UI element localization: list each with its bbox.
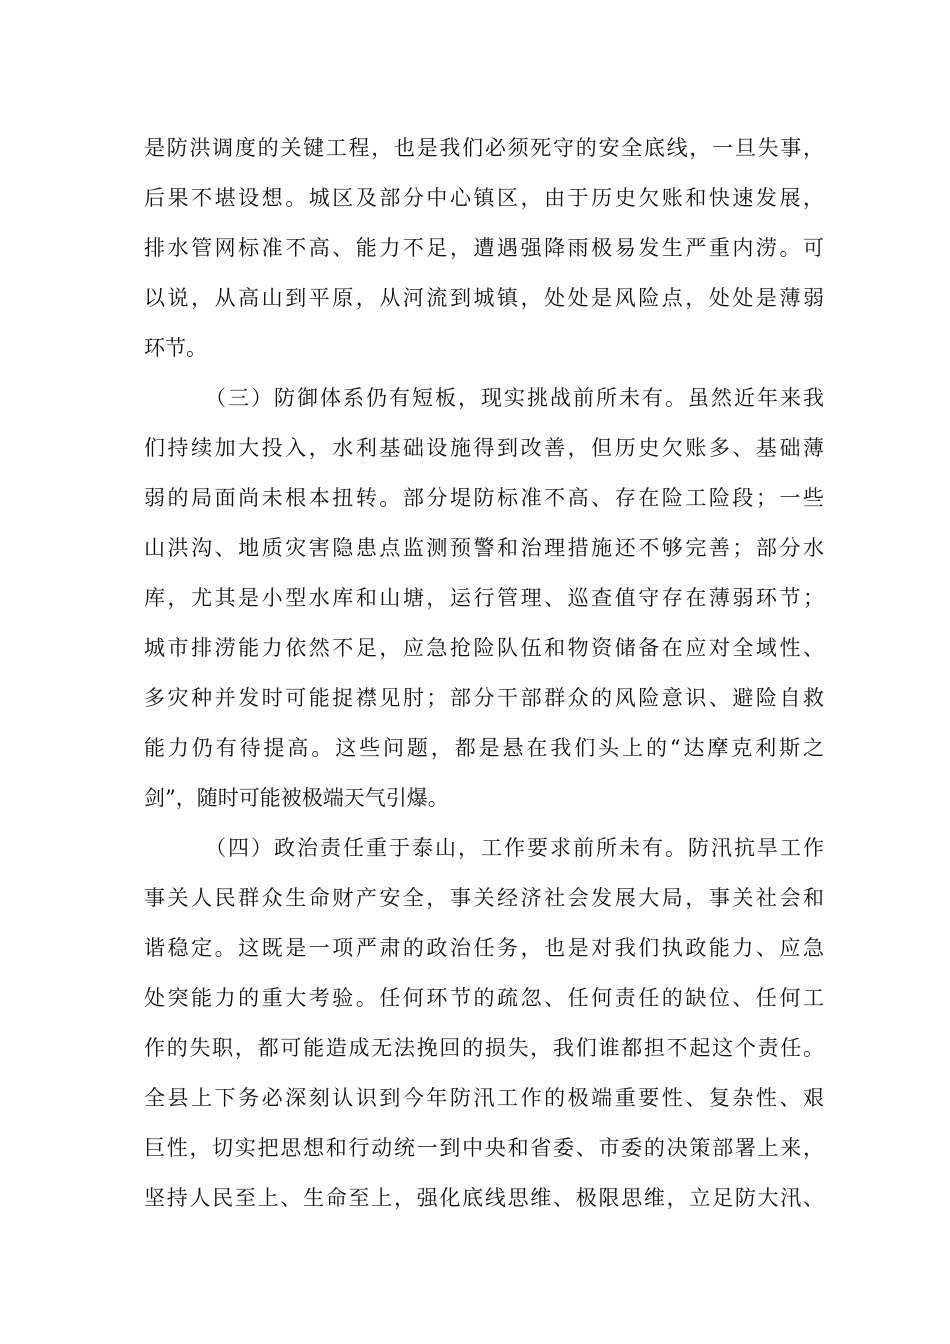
- text-line: 谐稳定。这既是一项严肃的政治任务，也是对我们执政能力、应急: [144, 936, 824, 960]
- text-line: 排水管网标准不高、能力不足，遭遇强降雨极易发生严重内涝。可: [144, 236, 824, 260]
- text-line: 能力仍有待提高。这些问题，都是悬在我们头上的“达摩克利斯之: [144, 736, 824, 760]
- text-line: 是防洪调度的关键工程，也是我们必须死守的安全底线，一旦失事，: [144, 136, 824, 160]
- text-line: 事关人民群众生命财产安全，事关经济社会发展大局，事关社会和: [144, 886, 824, 910]
- text-line: 后果不堪设想。城区及部分中心镇区，由于历史欠账和快速发展，: [144, 186, 824, 210]
- text-line: 们持续加大投入，水利基础设施得到改善，但历史欠账多、基础薄: [144, 436, 824, 460]
- text-line: 作的失职，都可能造成无法挽回的损失，我们谁都担不起这个责任。: [144, 1036, 824, 1060]
- text-line: 剑”，随时可能被极端天气引爆。: [144, 786, 449, 810]
- text-line: 坚持人民至上、生命至上，强化底线思维、极限思维，立足防大汛、: [144, 1186, 824, 1210]
- paragraph-heading-4: （四）政治责任重于泰山，工作要求前所未有。防汛抗旱工作: [205, 836, 824, 860]
- text-line: 全县上下务必深刻认识到今年防汛工作的极端重要性、复杂性、艰: [144, 1086, 824, 1110]
- text-line: 库，尤其是小型水库和山塘，运行管理、巡查值守存在薄弱环节；: [144, 586, 824, 610]
- paragraph-heading-3: （三）防御体系仍有短板，现实挑战前所未有。虽然近年来我: [205, 386, 824, 410]
- text-line: 弱的局面尚未根本扭转。部分堤防标准不高、存在险工险段；一些: [144, 486, 824, 510]
- text-line: 环节。: [144, 336, 207, 360]
- text-line: 多灾种并发时可能捉襟见肘；部分干部群众的风险意识、避险自救: [144, 686, 824, 710]
- text-line: 山洪沟、地质灾害隐患点监测预警和治理措施还不够完善；部分水: [144, 536, 824, 560]
- text-line: 处突能力的重大考验。任何环节的疏忽、任何责任的缺位、任何工: [144, 986, 824, 1010]
- text-line: 巨性，切实把思想和行动统一到中央和省委、市委的决策部署上来，: [144, 1136, 824, 1160]
- text-line: 以说，从高山到平原，从河流到城镇，处处是风险点，处处是薄弱: [144, 286, 824, 310]
- text-line: 城市排涝能力依然不足，应急抢险队伍和物资储备在应对全域性、: [144, 636, 824, 660]
